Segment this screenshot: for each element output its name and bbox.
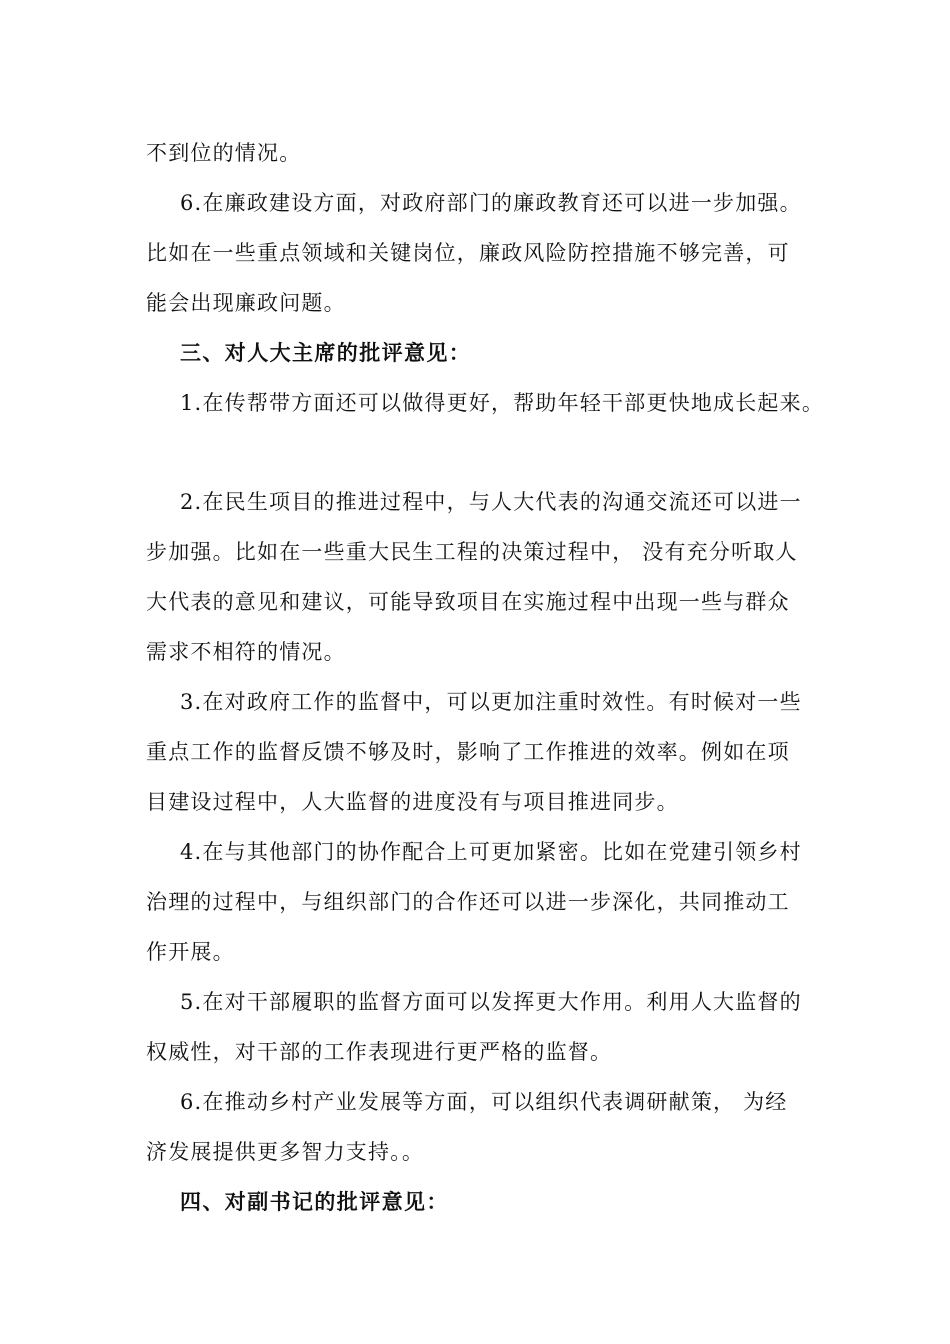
paragraph-line: 治理的过程中，与组织部门的合作还可以进一步深化，共同推动工 (146, 890, 790, 914)
paragraph-line: 大代表的意见和建议，可能导致项目在实施过程中出现一些与群众 (146, 590, 790, 614)
paragraph-line: 2.在民生项目的推进过程中，与人大代表的沟通交流还可以进一 (180, 490, 802, 514)
paragraph-line: 5.在对干部履职的监督方面可以发挥更大作用。利用人大监督的 (180, 990, 802, 1014)
paragraph-line: 目建设过程中，人大监督的进度没有与项目推进同步。 (146, 790, 679, 814)
paragraph-line: 权威性，对干部的工作表现进行更严格的监督。 (146, 1040, 613, 1064)
paragraph-line: 能会出现廉政问题。 (146, 291, 346, 315)
paragraph-line: 作开展。 (146, 940, 235, 964)
section-heading: 三、对人大主席的批评意见： (180, 340, 472, 365)
paragraph-line: 1.在传帮带方面还可以做得更好，帮助年轻干部更快地成长起来。 (180, 391, 825, 415)
paragraph-line: 3.在对政府工作的监督中，可以更加注重时效性。有时候对一些 (180, 690, 802, 714)
paragraph-line: 4.在与其他部门的协作配合上可更加紧密。比如在党建引领乡村 (180, 840, 802, 864)
paragraph-line: 6.在廉政建设方面，对政府部门的廉政教育还可以进一步加强。 (180, 191, 802, 215)
paragraph-line: 济发展提供更多智力支持。。 (146, 1140, 425, 1164)
paragraph-line: 6.在推动乡村产业发展等方面，可以组织代表调研献策， 为经 (180, 1090, 788, 1114)
paragraph-line: 需求不相符的情况。 (146, 640, 346, 664)
paragraph-line: 步加强。比如在一些重大民生工程的决策过程中， 没有充分听取人 (146, 540, 798, 564)
paragraph-line: 重点工作的监督反馈不够及时，影响了工作推进的效率。例如在项 (146, 740, 790, 764)
section-heading: 四、对副书记的批评意见： (180, 1189, 449, 1214)
paragraph-line: 不到位的情况。 (146, 141, 302, 165)
paragraph-line: 比如在一些重点领域和关键岗位，廉政风险防控措施不够完善，可 (146, 241, 790, 265)
